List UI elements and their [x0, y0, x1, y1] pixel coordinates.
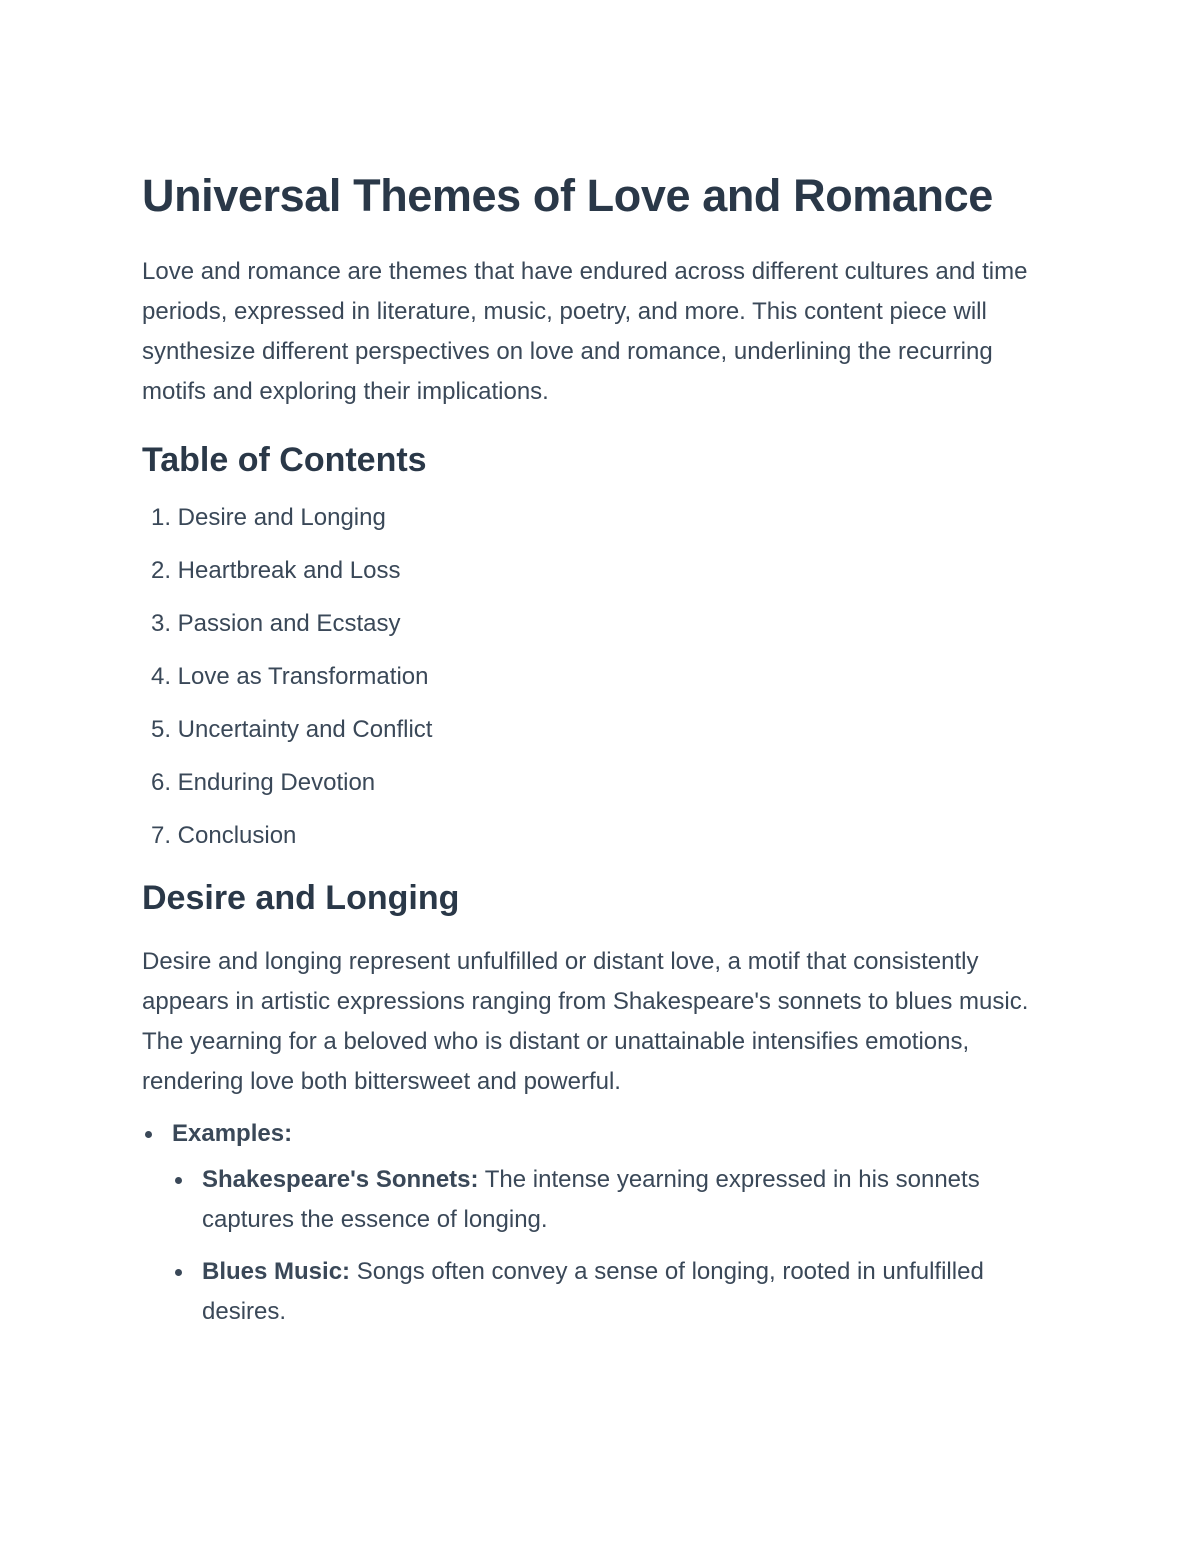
example-term: Shakespeare's Sonnets: — [202, 1166, 479, 1193]
document-page — [142, 168, 1062, 1344]
examples-list-item — [142, 1114, 1062, 1332]
example-item — [172, 1252, 1062, 1332]
toc-item-number: 7. — [150, 822, 171, 849]
examples-list — [142, 1114, 1062, 1332]
example-term: Blues Music: — [202, 1258, 351, 1285]
toc-item-label: Desire and Longing — [177, 504, 386, 531]
examples-sublist — [172, 1160, 1062, 1332]
toc-item-label: Enduring Devotion — [177, 769, 376, 796]
section-heading: Desire and Longing — [142, 879, 460, 917]
example-item — [172, 1160, 1062, 1240]
example-text: The intense yearning expressed in his sonnets captures the essence of longing. — [202, 1166, 980, 1233]
bullet-icon — [145, 1131, 152, 1138]
toc-item[interactable] — [142, 661, 1062, 693]
document-title: Universal Themes of Love and Romance — [142, 170, 993, 221]
toc-item-number: 3. — [150, 610, 171, 637]
toc-item[interactable] — [142, 714, 1062, 746]
bullet-icon — [175, 1269, 182, 1276]
toc-heading: Table of Contents — [142, 441, 427, 479]
toc-item[interactable] — [142, 502, 1062, 534]
toc-list — [142, 502, 1062, 852]
bullet-icon — [175, 1177, 182, 1184]
toc-item[interactable] — [142, 767, 1062, 799]
toc-item-label: Uncertainty and Conflict — [177, 716, 433, 743]
intro-paragraph: Love and romance are themes that have endured across different cultures and time periods, expressed in literature, music, poetry, and more. This content piece will synthesize different perspectives on love and romance, underlining the recurring motifs and exploring their implications. — [142, 258, 1028, 405]
section-paragraph: Desire and longing represent unfulfilled or distant love, a motif that consistently appears in artistic expressions ranging from Shakespeare's sonnets to blues music. The yearning for a beloved who is distant or unattainable intensifies emotions, rendering love both bittersweet and powerful. — [142, 948, 1029, 1095]
toc-item-number: 2. — [150, 557, 171, 584]
toc-item-label: Love as Transformation — [177, 663, 429, 690]
toc-item-number: 5. — [150, 716, 171, 743]
toc-item-label: Heartbreak and Loss — [177, 557, 401, 584]
examples-label: Examples: — [172, 1120, 293, 1147]
toc-item[interactable] — [142, 608, 1062, 640]
toc-item[interactable] — [142, 555, 1062, 587]
toc-item-number: 6. — [150, 769, 171, 796]
toc-item-label: Passion and Ecstasy — [177, 610, 401, 637]
toc-item[interactable] — [142, 820, 1062, 852]
toc-item-label: Conclusion — [177, 822, 297, 849]
toc-item-number: 1. — [150, 504, 171, 531]
example-text: Songs often convey a sense of longing, rooted in unfulfilled desires. — [202, 1258, 984, 1325]
toc-item-number: 4. — [150, 663, 171, 690]
